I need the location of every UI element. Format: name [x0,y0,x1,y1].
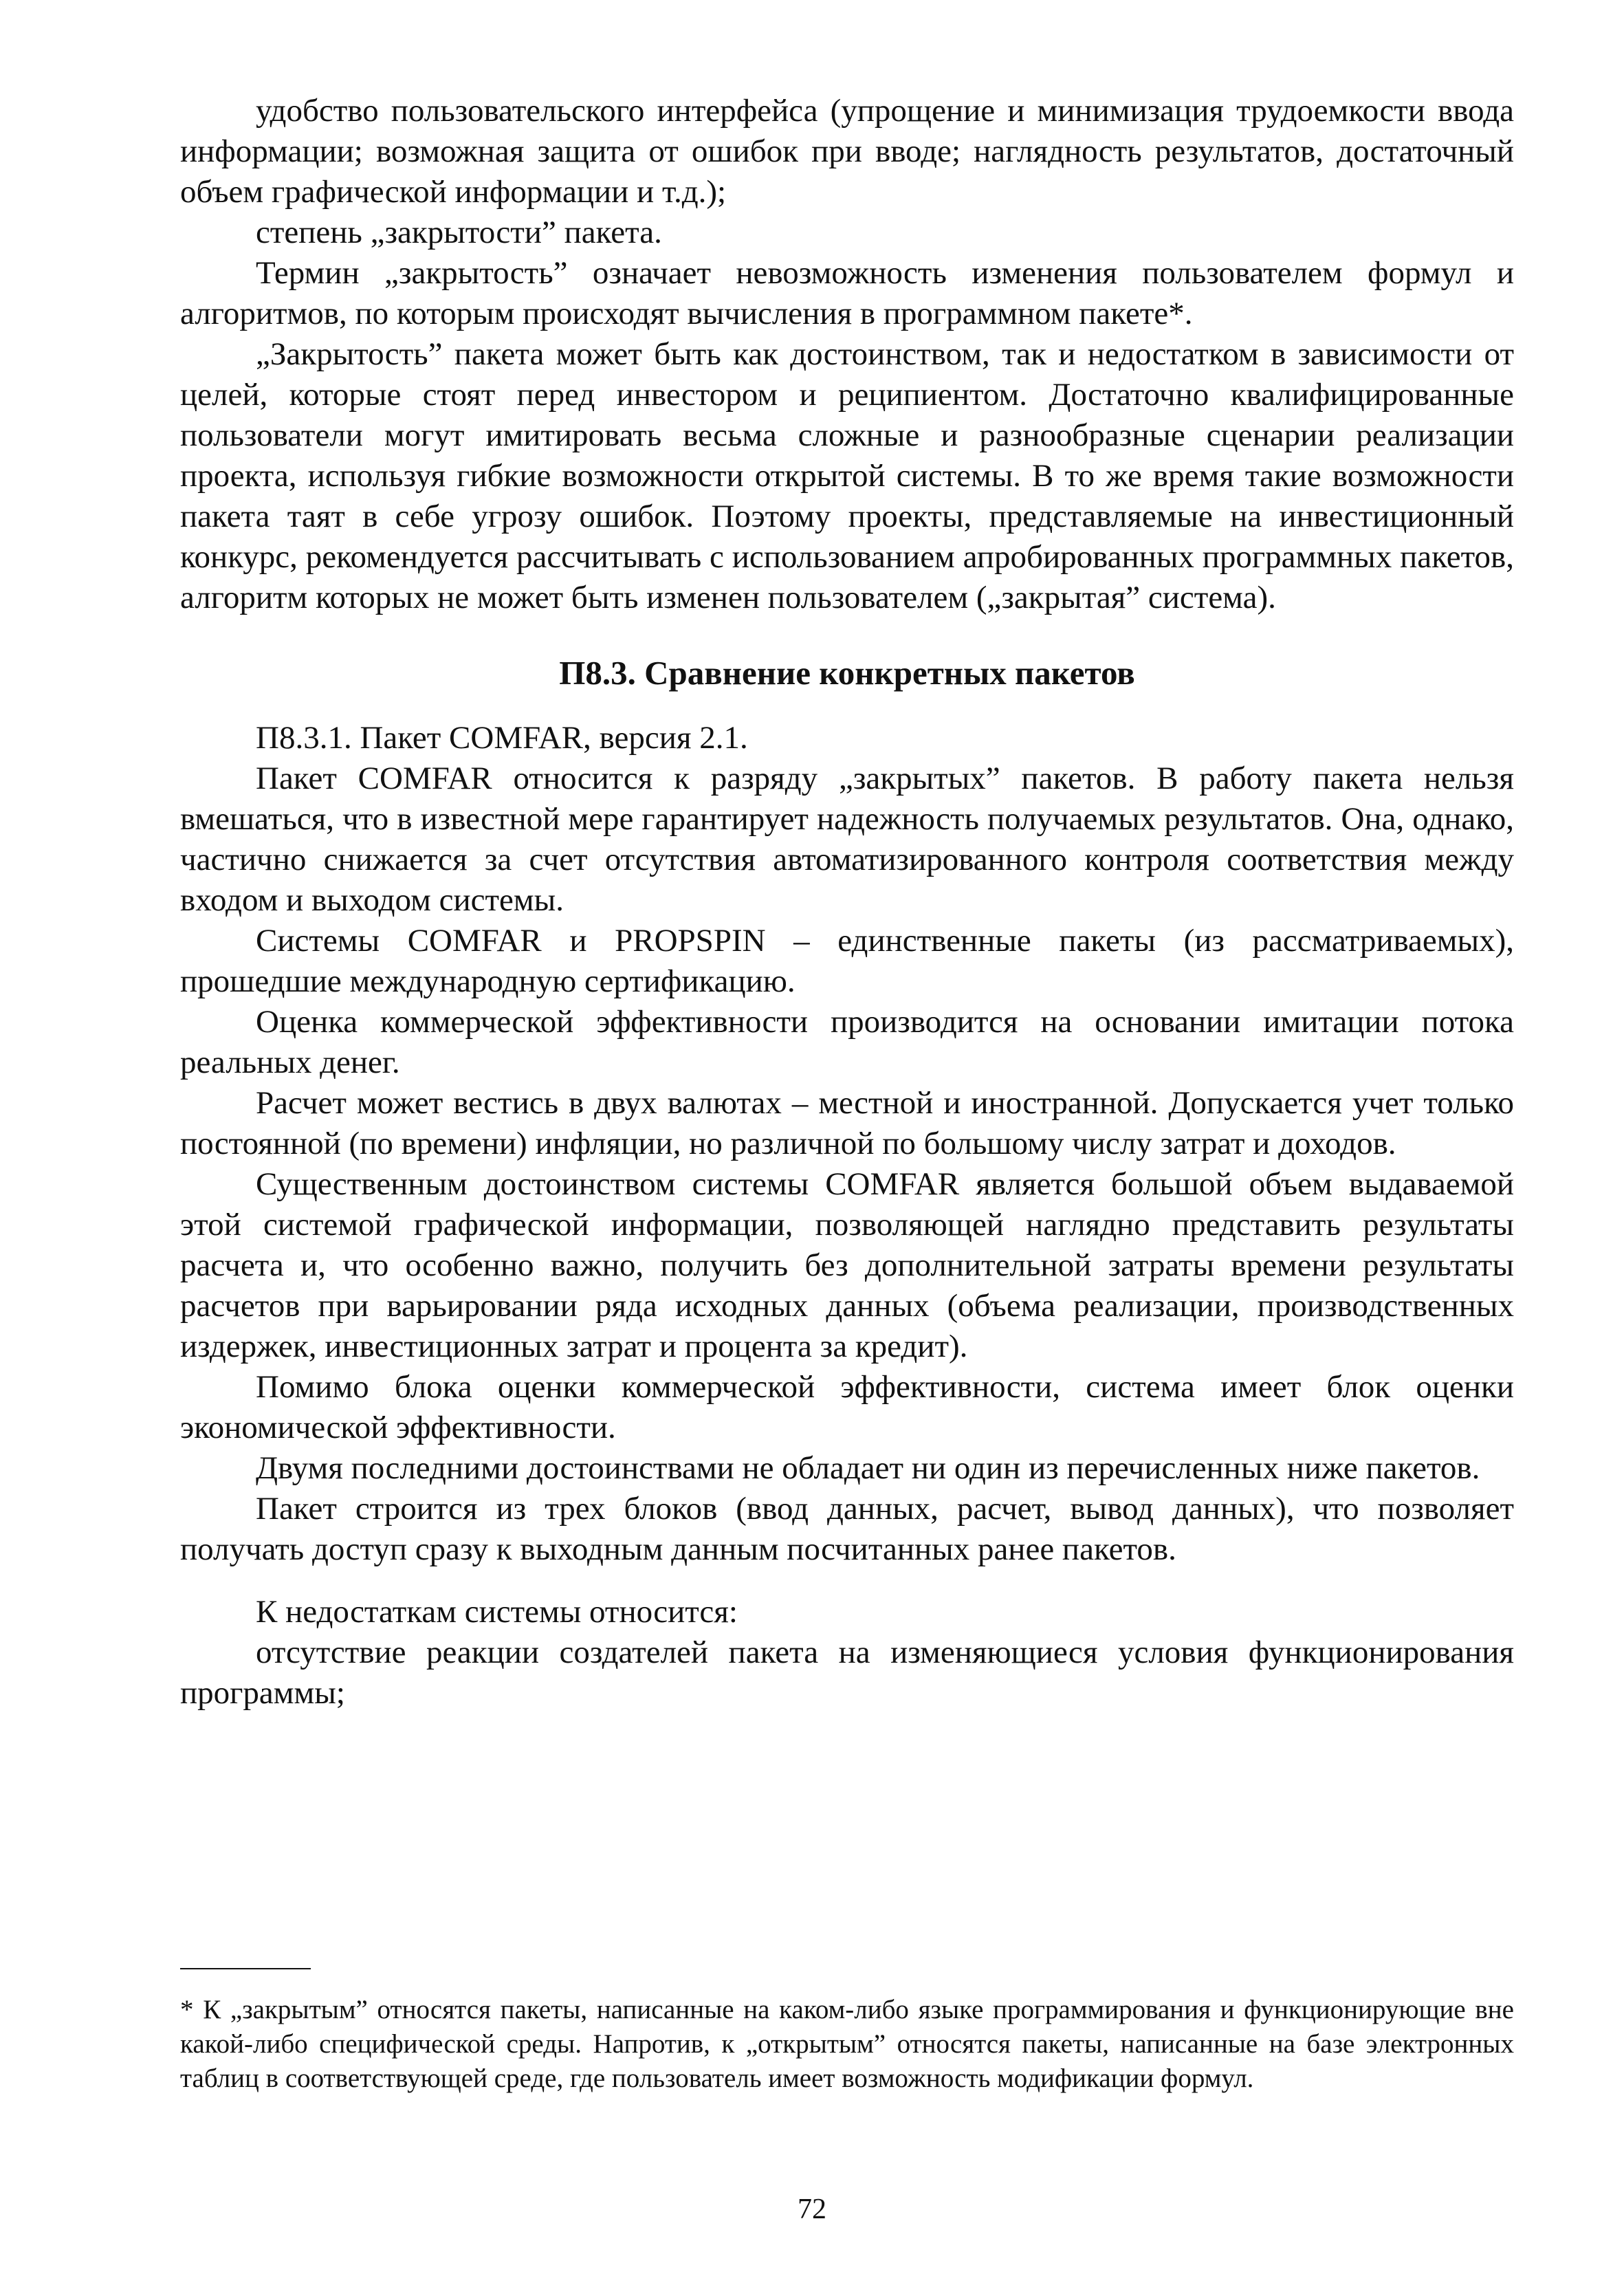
paragraph-closedness-term: Термин „закрытость” означает невозможность изменения пользователем формул и алгоритмов, по которым происходят вычисления в программном пакете*. [180,255,1514,331]
section-heading: П8.3. Сравнение конкретных пакетов [559,654,1135,692]
paragraph-interface-convenience: удобство пользовательского интерфейса (упрощение и минимизация трудоемкости ввода информации; возможная защита от ошибок при вводе; наглядность результатов, достаточный объем графической информации и т.д.); [180,93,1514,210]
footnote-text: * К „закрытым” относятся пакеты, написанные на каком-либо языке программирования и функционирующие вне какой-либо специфической среды. Напротив, к „открытым” относятся пакеты, написанные на базе электронных таблиц в соответствующей среде, где пользователь имеет возможность модификации формул. [180,1995,1514,2093]
paragraph-closedness-degree: степень „закрытости” пакета. [256,215,662,250]
paragraph-commercial-evaluation: Оценка коммерческой эффективности производится на основании имитации потока реальных денег. [180,1004,1514,1080]
paragraph-comfar-closed: Пакет COMFAR относится к разряду „закрытых” пакетов. В работу пакета нельзя вмешаться, что в известной мере гарантирует надежность получаемых результатов. Она, однако, частично снижается за счет отсутствия автоматизированного контроля соответствия между входом и выходом системы. [180,761,1514,918]
paragraph-currencies: Расчет может вестись в двух валютах – местной и иностранной. Допускается учет только постоянной (по времени) инфляции, но различной по большому числу затрат и доходов. [180,1085,1514,1161]
main-text [180,91,1514,1714]
paragraph-three-blocks: Пакет строится из трех блоков (ввод данных, расчет, вывод данных), что позволяет получать доступ сразу к выходным данным посчитанных ранее пакетов. [180,1491,1514,1567]
paragraph-disadvantage-reaction: отсутствие реакции создателей пакета на изменяющиеся условия функционирования программы; [180,1635,1514,1711]
paragraph-certification: Системы COMFAR и PROPSPIN – единственные пакеты (из рассматриваемых), прошедшие международную сертификацию. [180,923,1514,999]
paragraph-comfar-version: П8.3.1. Пакет COMFAR, версия 2.1. [256,720,748,756]
page-number: 72 [798,2194,826,2225]
paragraph-graphics-advantage: Существенным достоинством системы COMFAR является большой объем выдаваемой этой системой графической информации, позволяющей наглядно представить результаты расчета и, что особенно важно, получить без дополнительной затраты времени результаты расчетов при варьировании ряда исходных данных (объема реализации, производственных издержек, инвестиционных затрат и процента за кредит). [180,1166,1514,1364]
footnote [180,1993,1514,2096]
paragraph-closedness-pros-cons: „Закрытость” пакета может быть как достоинством, так и недостатком в зависимости от целей, которые стоят перед инвестором и реципиентом. Достаточно квалифицированные пользователи могут имитировать весьма сложные и разнообразные сценарии реализации проекта, используя гибкие возможности открытой системы. В то же время такие возможности пакета таят в себе угрозу ошибок. Поэтому проекты, представляемые на инвестиционный конкурс, рекомендуется рассчитывать с использованием апробированных программных пакетов, алгоритм которых не может быть изменен пользователем („закрытая” система). [180,336,1514,615]
footnote-divider [180,1968,311,1969]
paragraph-economic-block: Помимо блока оценки коммерческой эффективности, система имеет блок оценки экономической эффективности. [180,1369,1514,1445]
paragraph-unique-advantages: Двумя последними достоинствами не обладает ни один из перечисленных ниже пакетов. [256,1450,1480,1486]
paragraph-disadvantages-intro: К недостаткам системы относится: [256,1594,738,1630]
